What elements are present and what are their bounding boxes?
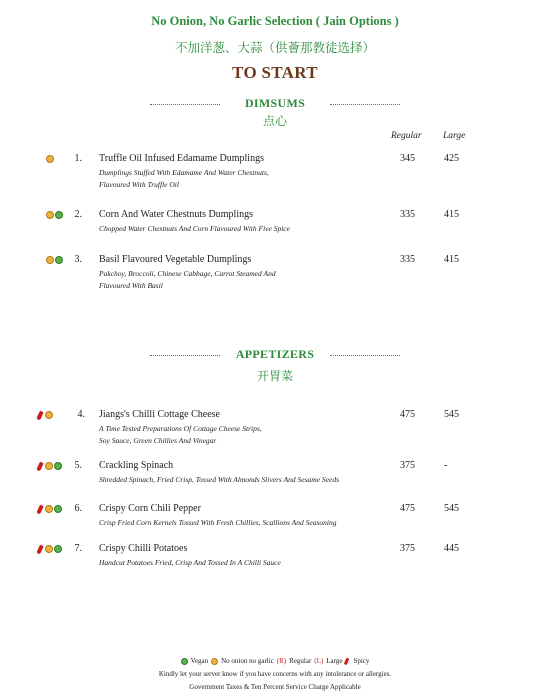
item-description-line: Chopped Water Chestnuts And Corn Flavoured With Five Spice bbox=[99, 224, 290, 233]
section-title-appetizers: APPETIZERS bbox=[235, 347, 315, 361]
item-icons bbox=[38, 504, 62, 514]
item-description bbox=[99, 167, 359, 190]
item-description bbox=[99, 223, 399, 235]
price-regular: 475 bbox=[400, 503, 415, 514]
price-regular: 475 bbox=[400, 409, 415, 420]
section-title-appetizers-cn: 开胃菜 bbox=[256, 369, 293, 383]
item-name: Crackling Spinach bbox=[99, 460, 174, 471]
item-name: Jiangs's Chilli Cottage Cheese bbox=[99, 409, 220, 420]
vegan-icon bbox=[54, 505, 62, 513]
item-description-line: Dumplings Stuffed With Edamame And Water Chestnuts, bbox=[99, 168, 269, 177]
item-number: 6. bbox=[74, 503, 82, 514]
item-icons bbox=[38, 544, 62, 554]
item-name: Crispy Chilli Potatoes bbox=[99, 543, 188, 554]
price-large: 425 bbox=[444, 153, 459, 164]
menu-item bbox=[0, 209, 550, 239]
item-description bbox=[99, 423, 359, 446]
onion-garlic-icon bbox=[45, 411, 53, 419]
price-large: 545 bbox=[444, 409, 459, 420]
legend-spicy-label: Spicy bbox=[353, 657, 370, 665]
price-large: 415 bbox=[444, 209, 459, 220]
item-name: Basil Flavoured Vegetable Dumplings bbox=[99, 254, 252, 265]
item-description-line: Crisp Fried Corn Kernels Tossed With Fresh Chillies, Scallions And Seasoning bbox=[99, 518, 337, 527]
item-description bbox=[99, 557, 399, 569]
item-description-line: A Time Tested Preparations Of Cottage Cheese Strips, bbox=[99, 424, 262, 433]
item-description-line: Handcut Potatoes Fried, Crisp And Tossed In A Chilli Sauce bbox=[99, 558, 281, 567]
section-title-dimsums-cn: 点心 bbox=[262, 114, 287, 128]
item-description-line: Flavoured With Basil bbox=[99, 280, 163, 290]
item-icons bbox=[38, 410, 53, 420]
chili-icon bbox=[36, 544, 43, 554]
onion-garlic-icon bbox=[46, 211, 54, 219]
onion-garlic-icon bbox=[45, 545, 53, 553]
item-number: 2. bbox=[74, 209, 82, 220]
item-number: 4. bbox=[77, 409, 85, 420]
legend-vegan-label: Vegan bbox=[190, 657, 209, 665]
price-large: 545 bbox=[444, 503, 459, 514]
chili-icon bbox=[36, 410, 43, 420]
legend bbox=[0, 657, 550, 665]
allergy-note: Kindly let your server know if you have concerns with any intolerance or allergies. bbox=[158, 670, 392, 678]
item-icons bbox=[46, 210, 63, 220]
item-number: 3. bbox=[74, 254, 82, 265]
menu-item bbox=[0, 503, 550, 533]
legend-onion-label: No onion no garlic bbox=[221, 657, 274, 665]
vegan-icon bbox=[181, 658, 188, 665]
menu-item bbox=[0, 254, 550, 294]
legend-regular-label: Regular bbox=[289, 657, 312, 665]
item-number: 7. bbox=[74, 543, 82, 554]
legend-large-label: Large bbox=[326, 657, 343, 665]
legend-l-marker: (L) bbox=[314, 657, 324, 665]
price-large: 445 bbox=[444, 543, 459, 554]
item-number: 5. bbox=[74, 460, 82, 471]
item-name: Corn And Water Chestnuts Dumplings bbox=[99, 209, 254, 220]
onion-garlic-icon bbox=[46, 256, 54, 264]
item-description bbox=[99, 474, 399, 486]
chili-icon bbox=[36, 461, 43, 471]
column-header-large: Large bbox=[443, 131, 466, 141]
page-title: TO START bbox=[232, 63, 318, 82]
menu-item bbox=[0, 409, 550, 449]
item-number: 1. bbox=[74, 153, 82, 164]
menu-item bbox=[0, 153, 550, 193]
chili-icon bbox=[36, 504, 43, 514]
legend-r-marker: (R) bbox=[276, 657, 287, 665]
chili-icon bbox=[344, 657, 350, 665]
vegan-icon bbox=[54, 545, 62, 553]
onion-garlic-icon bbox=[46, 155, 54, 163]
price-regular: 375 bbox=[400, 460, 415, 471]
price-large: - bbox=[444, 460, 448, 471]
item-name: Crispy Corn Chili Pepper bbox=[99, 503, 201, 514]
onion-garlic-icon bbox=[45, 505, 53, 513]
item-icons bbox=[38, 461, 62, 471]
item-description-line: Flavoured With Truffle Oil bbox=[99, 179, 179, 189]
price-regular: 335 bbox=[400, 254, 415, 265]
item-name: Truffle Oil Infused Edamame Dumplings bbox=[99, 153, 264, 164]
price-regular: 335 bbox=[400, 209, 415, 220]
item-description bbox=[99, 517, 399, 529]
item-description-line: Soy Sauce, Green Chillies And Vinegar bbox=[99, 435, 217, 445]
price-regular: 345 bbox=[400, 153, 415, 164]
onion-garlic-icon bbox=[211, 658, 218, 665]
menu-item bbox=[0, 543, 550, 573]
item-icons bbox=[46, 255, 63, 265]
menu-item bbox=[0, 460, 550, 490]
item-icons bbox=[46, 154, 54, 164]
tax-note: Government Taxes & Ten Percent Service Charge Applicable bbox=[189, 683, 361, 691]
item-description bbox=[99, 268, 359, 291]
vegan-icon bbox=[54, 462, 62, 470]
item-description-line: Shredded Spinach, Fried Crisp, Tossed With Almonds Slivers And Sesame Seeds bbox=[99, 475, 339, 484]
price-regular: 375 bbox=[400, 543, 415, 554]
jain-selection-heading-cn: 不加洋葱、大蒜（供薈那教徒选择） bbox=[174, 41, 375, 55]
onion-garlic-icon bbox=[45, 462, 53, 470]
column-header-regular: Regular bbox=[391, 131, 422, 141]
section-title-dimsums: DIMSUMS bbox=[244, 96, 306, 110]
item-description-line: Pakchoy, Broccoli, Chinese Cabbage, Carrot Steamed And bbox=[99, 269, 276, 278]
jain-selection-heading: No Onion, No Garlic Selection ( Jain Options ) bbox=[151, 14, 399, 28]
price-large: 415 bbox=[444, 254, 459, 265]
